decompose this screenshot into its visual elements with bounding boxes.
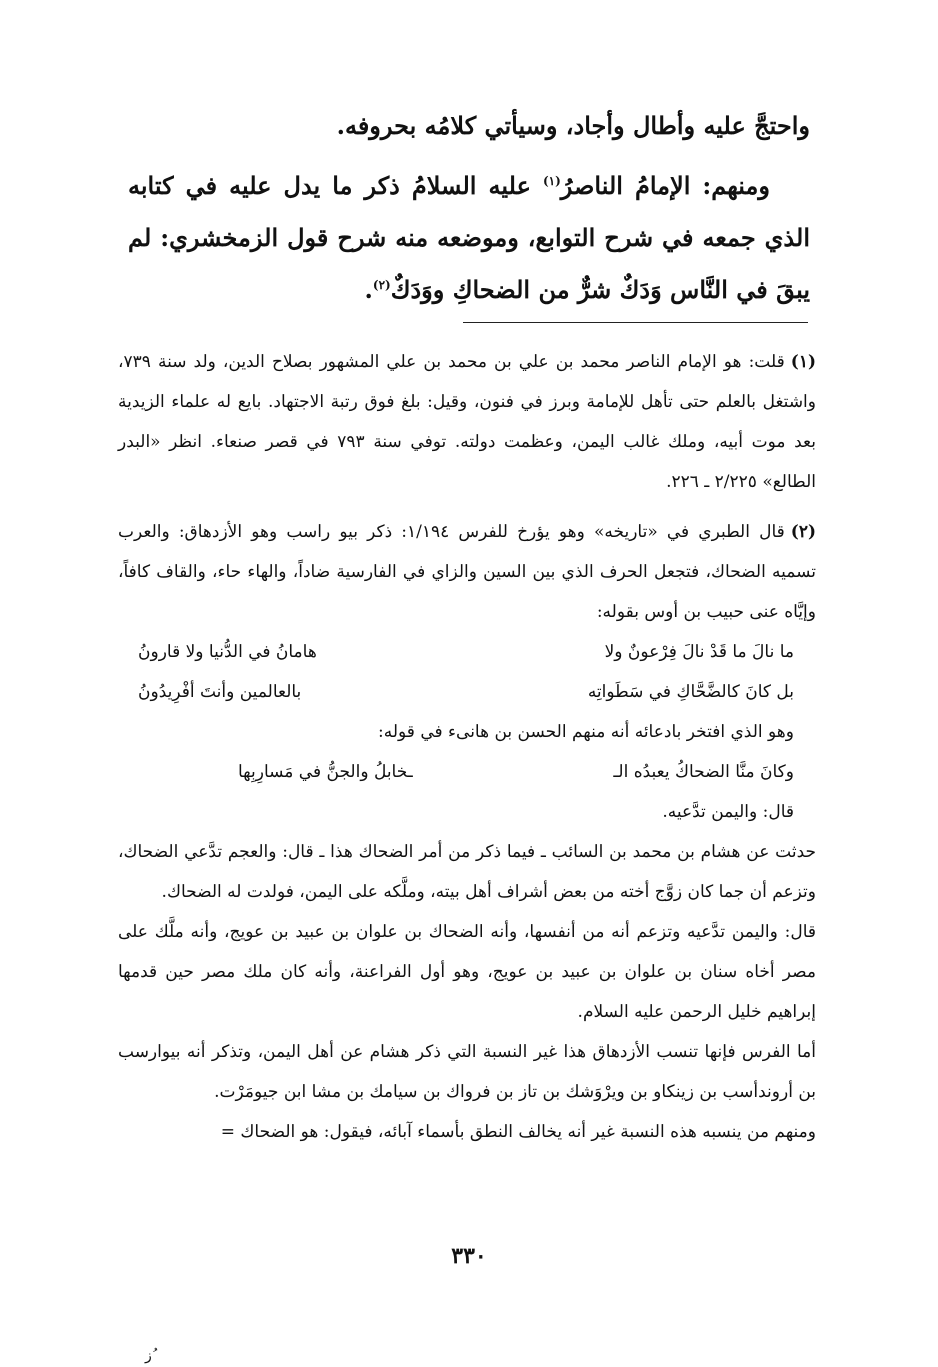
footnote-2: [118, 512, 816, 632]
footnote-ref-2: (٢): [372, 278, 391, 292]
footnote-2-para-2: قال: واليمن تدَّعيه وتزعم أنه من أنفسها، وأنه الضحاك بن علوان بن عبيد بن عويج، وأنه ملَّك على مصر أخاه سنان بن علوان بن عبيد بن عويج، وهو أول الفراعنة، وأنه كان ملك مصر حين قدمها إبراهيم خليل الرحمن عليه السلام.: [118, 922, 816, 1022]
footnote-separator: [463, 322, 808, 323]
verse-2-second-hemistich: بالعالمين وأنتَ أفْرِيدُونُ: [138, 682, 302, 702]
verse-line-3: [118, 752, 794, 792]
main-text: [128, 100, 810, 316]
footnote-2-body: [118, 632, 816, 832]
verse-line-1: [118, 632, 794, 672]
verse-intro: وهو الذي افتخر بادعائه أنه منهم الحسن بن هانىء في قوله:: [378, 722, 794, 742]
footnote-1: [118, 342, 816, 502]
corner-mark: ُز: [145, 1348, 152, 1364]
footnote-2-para-1: حدثت عن هشام بن محمد بن السائب ـ فيما ذكر من أمر الضحاك هذا ـ قال: والعجم تدَّعي الضحاك، وتزعم أن جما كان زوَّج أخته من بعض أشراف أهل بيته، وملَّكه على اليمن، فولدت له الضحاك.: [118, 842, 816, 902]
footnote-gap: [118, 502, 816, 512]
page-number: ٣٣٠: [451, 1243, 487, 1269]
main-paragraph-2-body: عليه السلامُ ذكر ما يدل عليه في كتابه الذي جمعه في شرح التوابع، وموضعه منه شرح قول الزمخشري: لم يبقَ في النَّاس وَدَكٌ شرٌّ من الضحاكِ ووَدَكٌ: [128, 171, 810, 304]
verse-line-2: [118, 672, 794, 712]
footnote-2-para-3: أما الفرس فإنها تنسب الأزدهاق هذا غير النسبة التي ذكر هشام عن أهل اليمن، وتذكر أنه بيوارسب بن أروندأسب بن زينكاو بن ويرْوَشك بن تاز بن فرواك بن سيامك بن مشا ابن جيومَرْت.: [118, 1042, 816, 1102]
footnote-2-number: (٢): [790, 522, 816, 542]
footnote-ref-1: (١): [542, 174, 561, 188]
main-paragraph-2: [128, 160, 810, 316]
said-line: قال: واليمن تدَّعيه.: [662, 802, 794, 822]
footnote-2-text: قال الطبري في «تاريخه» وهو يؤرخ للفرس ١/١٩٤: ذكر بيو راسب وهو الأزدهاق: والعرب تسميه الضحاك، فتجعل الحرف الذي بين السين والزاي في الفارسية ضاداً، والهاء حاء، والقاف كافاً، وإيَّاه عنى حبيب بن أوس بقوله:: [118, 522, 816, 622]
footnote-2-para-4: ومنهم من ينسبه هذه النسبة غير أنه يخالف النطق بأسماء آبائه، فيقول: هو الضحاك =: [220, 1122, 816, 1142]
verse-1-first-hemistich: ما نالَ ما قَدْ نالَ فِرْعونٌ ولا: [604, 642, 794, 662]
footnote-1-number: (١): [790, 352, 816, 372]
verse-3-first-hemistich: وكانَ منَّا الضحاكُ يعبدُه الـ: [613, 762, 794, 782]
verse-3-second-hemistich: ـخابلُ والجنُّ في مَسارِبِها: [238, 762, 413, 782]
main-paragraph-2-end: .: [364, 275, 373, 304]
footnotes: [118, 342, 816, 1152]
verse-2-first-hemistich: بل كانَ كالضَّحَّاكِ في سَطَواتِه: [587, 682, 794, 702]
main-paragraph-2-start: ومنهم: الإمامُ الناصرُ: [560, 171, 770, 200]
footnote-1-text: قلت: هو الإمام الناصر محمد بن علي بن محمد بن علي المشهور بصلاح الدين، ولد سنة ٧٣٩، واشتغل بالعلم حتى تأهل للإمامة وبرز في فنون، وقيل: بلغ فوق رتبة الاجتهاد. بايع له علماء الزيدية بعد موت أبيه، وملك غالب اليمن، وعظمت دولته. توفي سنة ٧٩٣ في قصر صنعاء. انظر «البدر الطالع» ٢/٢٢٥ ـ ٢٢٦.: [118, 352, 816, 492]
main-paragraph-1: واحتجَّ عليه وأطال وأجاد، وسيأتي كلامُه بحروفه.: [336, 111, 810, 140]
verse-1-second-hemistich: هامانُ في الدُّنيا ولا قارونُ: [138, 642, 317, 662]
